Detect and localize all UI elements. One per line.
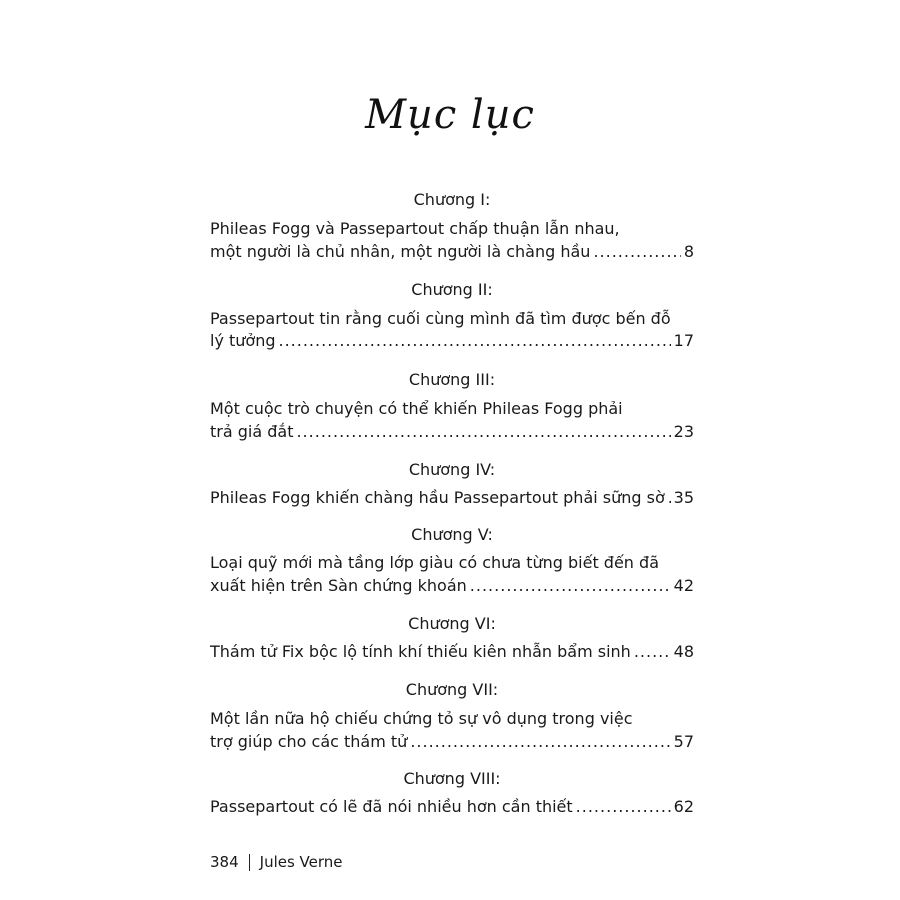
chapter-title-line: Loại quỹ mới mà tầng lớp giàu có chưa từng biết đến đã: [210, 553, 659, 572]
chapter-heading: Chương III:: [408, 370, 496, 389]
page-number: 17: [673, 331, 694, 350]
footer-page-number: 384: [210, 853, 239, 871]
page-number: 42: [673, 576, 694, 595]
toc-entry[interactable]: [210, 732, 694, 752]
chapter-title-line: Phileas Fogg khiến chàng hầu Passepartout phải sững sờ: [210, 488, 665, 507]
chapter-title-line: Thám tử Fix bộc lộ tính khí thiếu kiên nhẫn bẩm sinh: [210, 642, 631, 661]
toc-entry[interactable]: [210, 422, 694, 442]
chapter-title-line: Một lần nữa hộ chiếu chứng tỏ sự vô dụng trong việc: [210, 709, 633, 728]
chapter-title-line: Passepartout tin rằng cuối cùng mình đã tìm được bến đỗ: [210, 309, 671, 328]
chapter-heading: Chương II:: [411, 280, 493, 299]
toc-entry[interactable]: [210, 642, 694, 662]
dot-leader: [296, 422, 670, 442]
footer-divider: [249, 854, 250, 871]
page-number: 57: [673, 732, 694, 751]
page-number: 35: [673, 488, 694, 507]
chapter-title-line: trợ giúp cho các thám tử: [210, 732, 408, 751]
dot-leader: [593, 242, 680, 262]
dot-leader: [576, 797, 671, 817]
page-number: 23: [673, 422, 694, 441]
dot-leader: [470, 576, 671, 596]
chapter-title-line: Phileas Fogg và Passepartout chấp thuận lẫn nhau,: [210, 219, 620, 238]
page-footer: [210, 853, 343, 871]
chapter-heading: Chương I:: [413, 190, 491, 209]
toc-entry[interactable]: [210, 797, 694, 817]
chapter-title-line: trả giá đắt: [210, 422, 294, 441]
dot-leader: [634, 642, 671, 662]
dot-leader: [668, 488, 671, 508]
dot-leader: [410, 732, 670, 752]
chapter-heading: Chương VI:: [408, 614, 496, 633]
chapter-title-line: xuất hiện trên Sàn chứng khoán: [210, 576, 467, 595]
toc-entry[interactable]: [210, 488, 694, 508]
chapter-heading: Chương IV:: [408, 460, 496, 479]
page-number: 62: [673, 797, 694, 816]
chapter-heading: Chương VIII:: [403, 769, 501, 788]
toc-entry[interactable]: [210, 576, 694, 596]
footer-author: Jules Verne: [259, 853, 343, 871]
chapter-title-line: Một cuộc trò chuyện có thể khiến Phileas Fogg phải: [210, 399, 623, 418]
chapter-heading: Chương V:: [411, 525, 493, 544]
chapter-title-line: lý tưởng: [210, 331, 276, 350]
page-number: 48: [673, 642, 694, 661]
toc-entry[interactable]: [210, 331, 694, 351]
chapter-heading: Chương VII:: [405, 680, 499, 699]
page-number: 8: [683, 242, 694, 261]
chapter-title-line: một người là chủ nhân, một người là chàng hầu: [210, 242, 591, 261]
dot-leader: [279, 331, 671, 351]
chapter-title-line: Passepartout có lẽ đã nói nhiều hơn cần thiết: [210, 797, 573, 816]
toc-entry[interactable]: [210, 242, 694, 262]
page-title: Mục lục: [365, 92, 535, 138]
